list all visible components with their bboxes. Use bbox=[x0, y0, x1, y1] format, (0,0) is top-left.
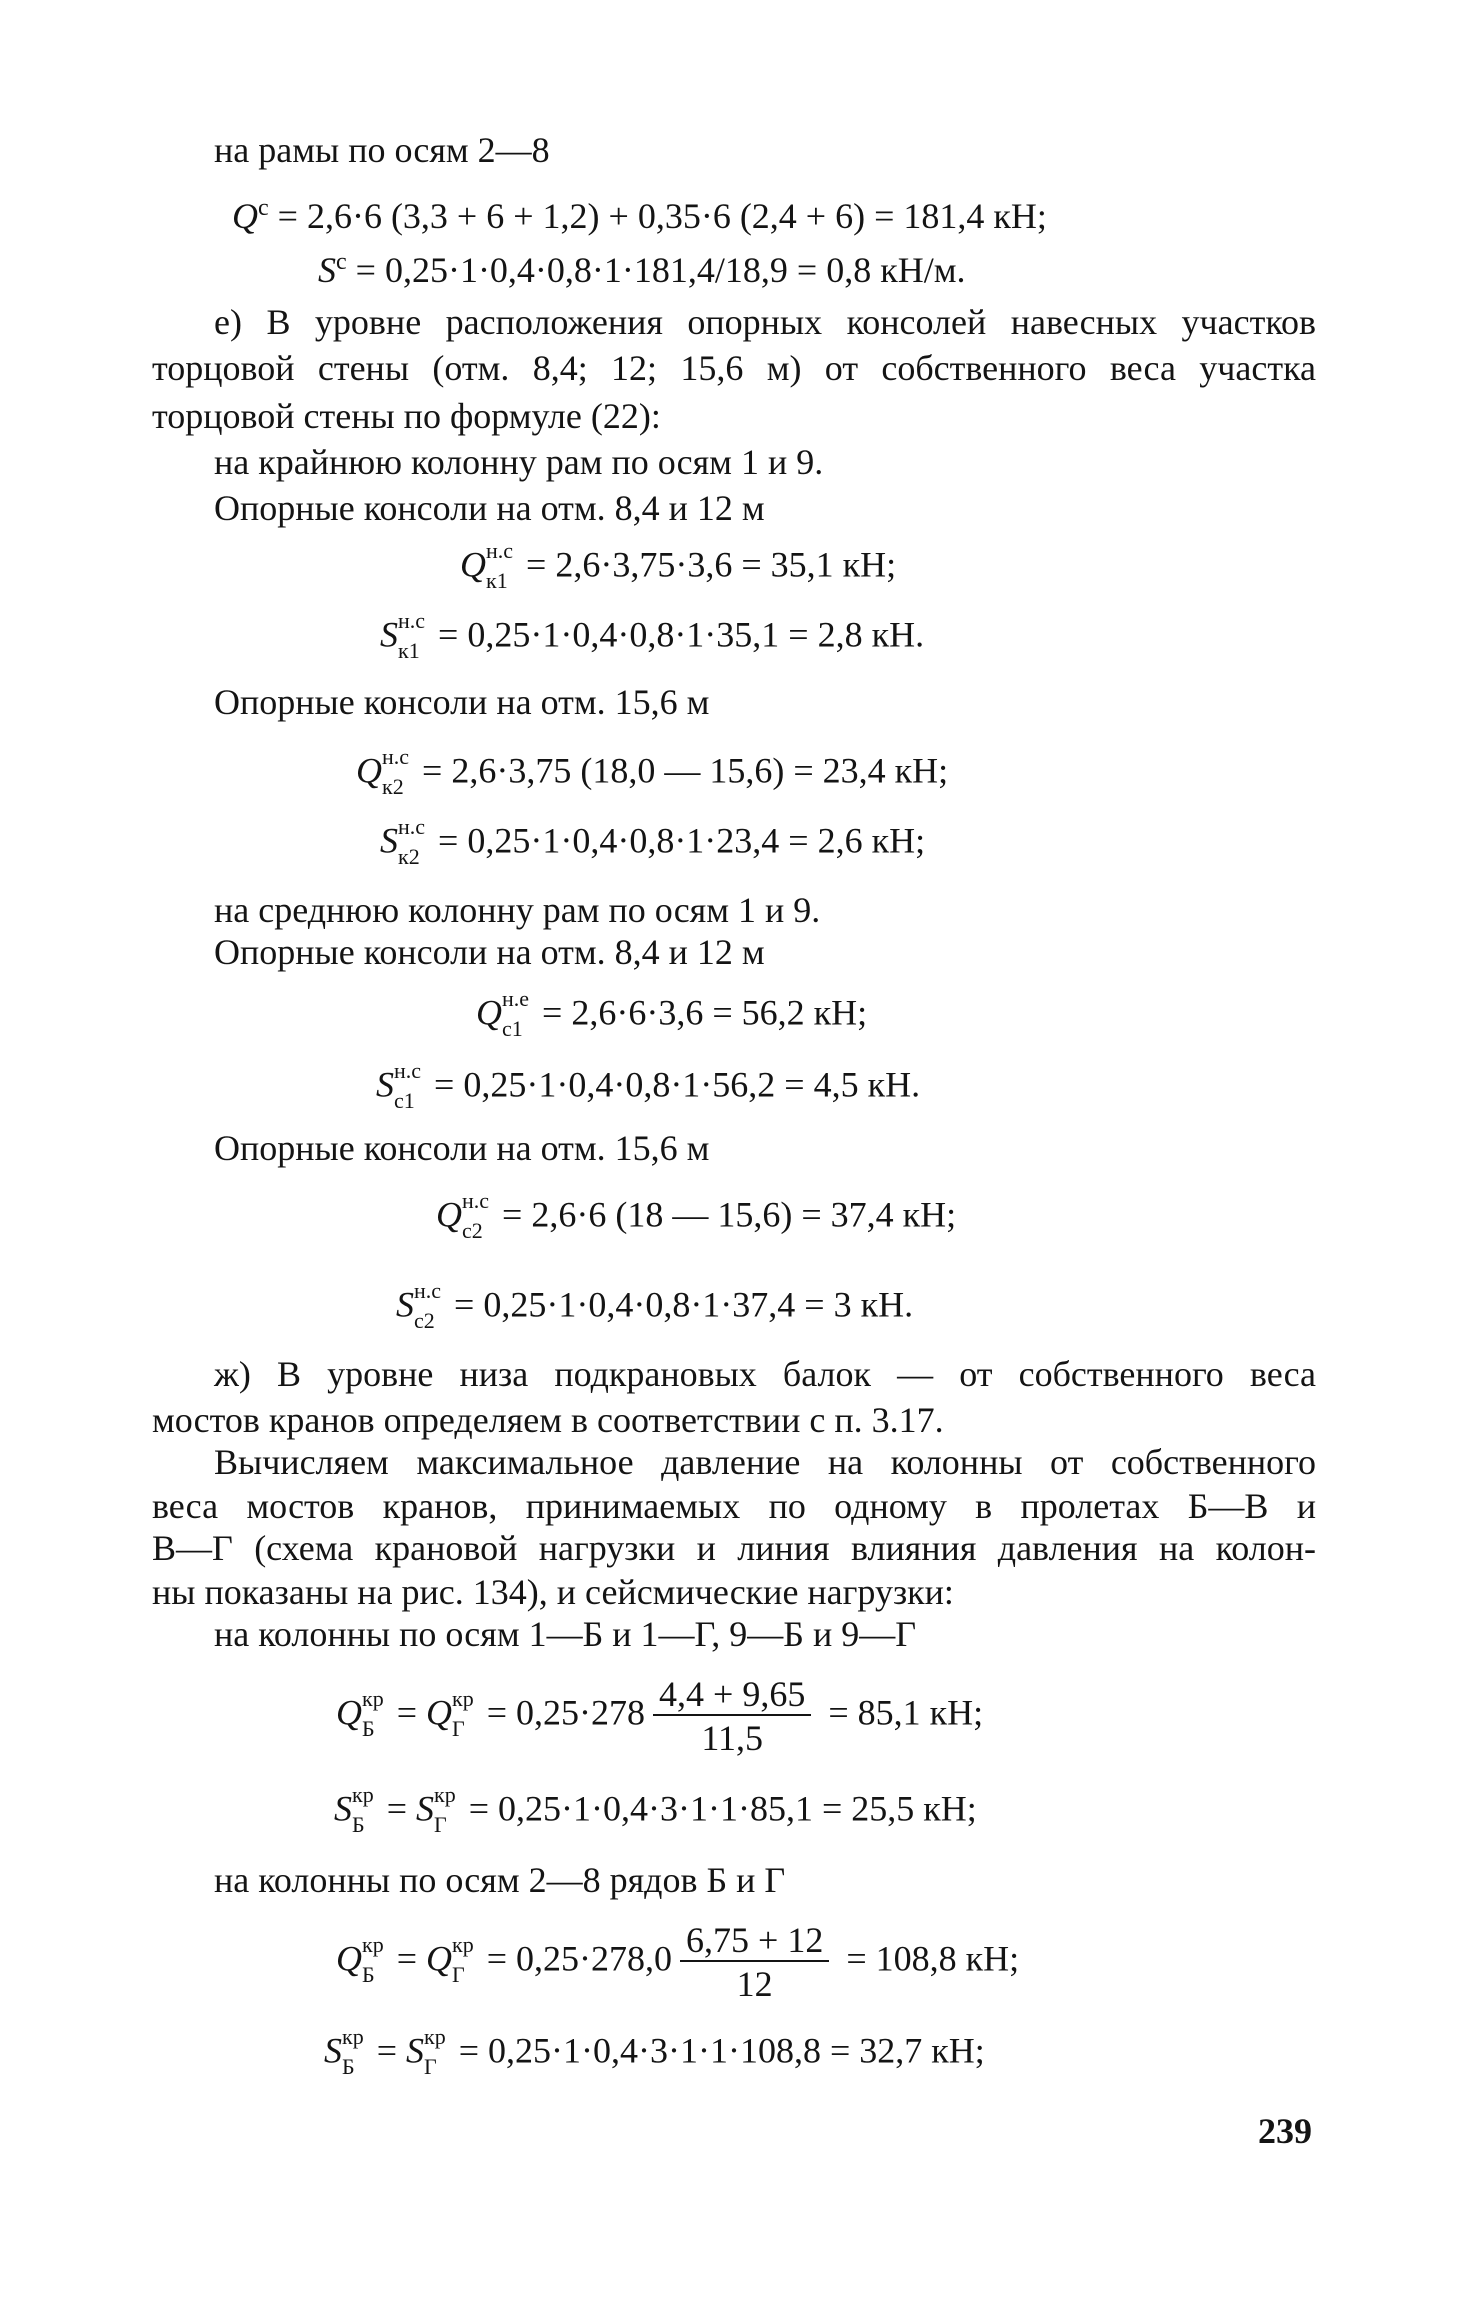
equation-Sc: $S^с = 0,25\cdot 1\cdot 0,4\cdot 0,8\cdot 1\cdot 181,4/18,9 = 0,8$ кН/м. bbox=[318, 249, 966, 290]
text-line: Опорные консоли на отм. 8,4 и 12 м bbox=[214, 932, 765, 972]
text-line: Опорные консоли на отм. 15,6 м bbox=[214, 682, 710, 722]
equation-Sc2: S н.с с2 = 0,25·1·0,4·0,8·1·37,4 = 3 кН. bbox=[396, 1278, 914, 1333]
paragraph-v-line3: В—Г (схема крановой нагрузки и линия влияния давления на колон- bbox=[152, 1528, 1316, 1568]
paragraph-v-line4: ны показаны на рис. 134), и сейсмические нагрузки: bbox=[152, 1572, 954, 1612]
equation-Sk2: S н.с к2 = 0,25·1·0,4·0,8·1·23,4 = 2,6 кН; bbox=[380, 814, 926, 869]
equation-Qc: $Q^с = 2,6\cdot 6$ (3,3 + 6 + 1,2) + 0,35·6 (2,4 + 6) = 181,4 кН; bbox=[232, 195, 1047, 236]
text-line: Опорные консоли на отм. 8,4 и 12 м bbox=[214, 488, 765, 528]
fraction: $\frac{4,4 + 9,65}{11,5}$ bbox=[653, 1676, 811, 1756]
equation-Qk2: Q н.с к2 = 2,6·3,75 (18,0 — 15,6) = 23,4 кН; bbox=[356, 744, 949, 799]
fraction: $\frac{6,75 + 12}{12}$ bbox=[680, 1922, 829, 2002]
equation-Qc2: Q н.с с2 = 2,6·6 (18 — 15,6) = 37,4 кН; bbox=[436, 1188, 957, 1243]
page-number: 239 bbox=[1258, 2111, 1312, 2151]
paragraph-e-line3: торцовой стены по формуле (22): bbox=[152, 396, 661, 436]
paragraph-e-line1: е) В уровне расположения опорных консолей навесных участков bbox=[214, 302, 1316, 342]
equation-Qc1: Q н.е с1 = 2,6·6·3,6 = 56,2 кН; bbox=[476, 986, 868, 1041]
paragraph-e-line2: торцовой стены (отм. 8,4; 12; 15,6 м) от собственного веса участка bbox=[152, 348, 1316, 388]
paragraph-zh-line1: ж) В уровне низа подкрановых балок — от собственного веса bbox=[214, 1354, 1316, 1394]
equation-Qk1: Q н.с к1 = 2,6·3,75·3,6 = 35,1 кН; bbox=[460, 538, 897, 593]
equation-SBkr: S кр Б = S кр Г = 0,25·1·0,4·3·1·1·85,1 = 25,5 кН; bbox=[334, 1782, 977, 1837]
text-line: Опорные консоли на отм. 15,6 м bbox=[214, 1128, 710, 1168]
text-line: на колонны по осям 2—8 рядов Б и Г bbox=[214, 1860, 786, 1900]
equation-Sc1: S н.с с1 = 0,25·1·0,4·0,8·1·56,2 = 4,5 кН. bbox=[376, 1058, 921, 1113]
text-line: на рамы по осям 2—8 bbox=[214, 130, 550, 170]
paragraph-v-line1: Вычисляем максимальное давление на колонны от собственного bbox=[214, 1442, 1316, 1482]
equation-QBkr-2: Q кр Б = Q кр Г = 0,25·278,0 $\frac{6,75 + 12}{12}$ = 108,8 кН; bbox=[336, 1920, 1020, 2004]
equation-QBkr: Q кр Б = Q кр Г = 0,25·278 $\frac{4,4 + 9,65}{11,5}$ = 85,1 кН; bbox=[336, 1674, 984, 1758]
text-line: на крайнюю колонну рам по осям 1 и 9. bbox=[214, 442, 824, 482]
paragraph-v-line2: веса мостов кранов, принимаемых по одному в пролетах Б—В и bbox=[152, 1486, 1316, 1526]
equation-SBkr-2: S кр Б = S кр Г = 0,25·1·0,4·3·1·1·108,8 = 32,7 кН; bbox=[324, 2024, 985, 2079]
equation-Sk1: S н.с к1 = 0,25·1·0,4·0,8·1·35,1 = 2,8 кН. bbox=[380, 608, 925, 663]
text-line: на колонны по осям 1—Б и 1—Г, 9—Б и 9—Г bbox=[214, 1614, 917, 1654]
text-line: на среднюю колонну рам по осям 1 и 9. bbox=[214, 890, 821, 930]
paragraph-zh-line2: мостов кранов определяем в соответствии с п. 3.17. bbox=[152, 1400, 944, 1440]
